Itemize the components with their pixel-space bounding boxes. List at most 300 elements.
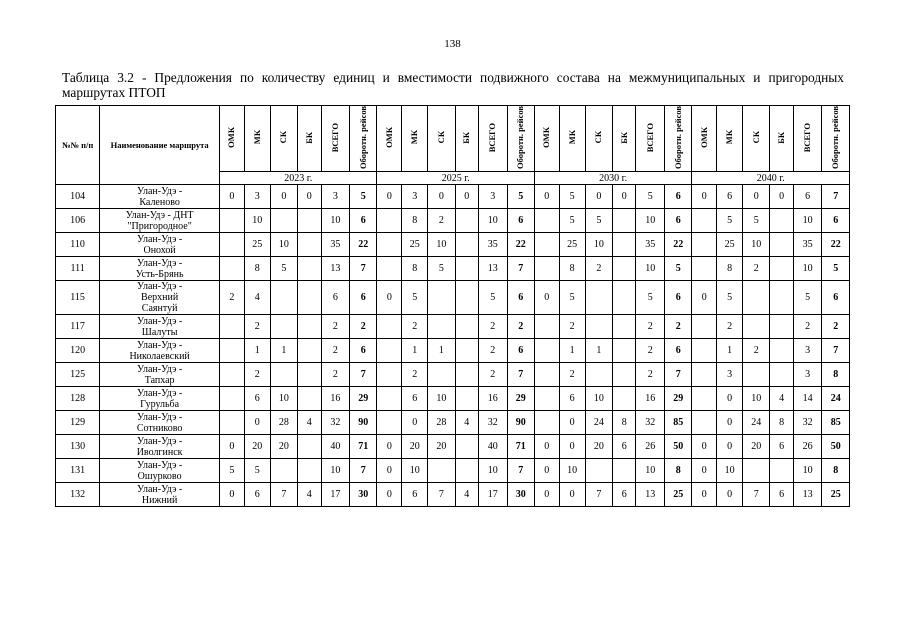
table-cell	[220, 315, 245, 339]
table-cell: 4	[770, 387, 793, 411]
table-cell: 3	[717, 363, 743, 387]
table-cell: 6	[402, 483, 428, 507]
table-row	[56, 411, 850, 435]
table-cell: 16	[478, 387, 507, 411]
table-cell: 5	[350, 185, 377, 209]
table-cell	[770, 209, 793, 233]
table-cell: 10	[743, 387, 770, 411]
table-cell	[270, 459, 297, 483]
table-cell	[428, 363, 455, 387]
table-cell: 0	[534, 435, 559, 459]
table-cell	[270, 315, 297, 339]
table-cell: 24	[822, 387, 850, 411]
table-cell: 6	[507, 339, 534, 363]
table-cell: 2	[321, 315, 350, 339]
route-number: 117	[56, 315, 100, 339]
table-cell	[455, 435, 478, 459]
route-name	[100, 411, 220, 435]
table-cell: 10	[636, 257, 665, 281]
table-cell: 5	[428, 257, 455, 281]
header-column	[455, 106, 478, 172]
route-name	[100, 315, 220, 339]
table-cell: 6	[350, 281, 377, 315]
header-column	[220, 106, 245, 172]
table-cell: 0	[377, 281, 402, 315]
table-cell: 5	[220, 459, 245, 483]
route-name-line: Улан-Удэ -	[137, 339, 183, 351]
table-cell	[298, 435, 321, 459]
table-cell: 6	[402, 387, 428, 411]
table-row	[56, 257, 850, 281]
table-cell: 5	[717, 281, 743, 315]
table-cell: 2	[743, 257, 770, 281]
table-cell	[692, 411, 717, 435]
header-column	[428, 106, 455, 172]
table-cell: 20	[270, 435, 297, 459]
table-cell: 6	[793, 185, 822, 209]
route-number: 131	[56, 459, 100, 483]
table-cell: 2	[822, 315, 850, 339]
table-cell: 17	[478, 483, 507, 507]
table-cell: 4	[455, 483, 478, 507]
table-cell: 10	[793, 257, 822, 281]
header-column-label: МК	[724, 130, 735, 145]
route-name-line: Иволгинск	[136, 446, 183, 458]
route-name-line: Верхний	[141, 292, 179, 303]
route-number: 106	[56, 209, 100, 233]
table-cell: 6	[244, 387, 270, 411]
table-cell: 6	[665, 339, 692, 363]
table-cell: 3	[321, 185, 350, 209]
table-cell: 0	[692, 435, 717, 459]
table-cell	[455, 233, 478, 257]
route-name-line: Гурульба	[140, 398, 180, 410]
table-cell: 0	[717, 435, 743, 459]
route-name-line: Нижний	[141, 494, 178, 506]
table-cell: 5	[636, 185, 665, 209]
route-number: 128	[56, 387, 100, 411]
table-row	[56, 281, 850, 315]
route-name	[100, 339, 220, 363]
table-cell: 5	[717, 209, 743, 233]
table-cell: 4	[455, 411, 478, 435]
route-name-line: Улан-Удэ -	[137, 281, 183, 292]
table-cell: 3	[793, 339, 822, 363]
table-cell: 0	[717, 387, 743, 411]
table-cell: 50	[822, 435, 850, 459]
table-cell: 25	[559, 233, 585, 257]
header-column-label: БК	[303, 131, 314, 144]
table-cell: 5	[507, 185, 534, 209]
table-cell: 6	[244, 483, 270, 507]
table-row	[56, 209, 850, 233]
table-cell: 7	[665, 363, 692, 387]
header-column-label: ВСЕГО	[487, 122, 498, 153]
table-cell: 2	[636, 363, 665, 387]
header-column-label: СК	[593, 131, 604, 144]
table-cell	[770, 363, 793, 387]
table-cell: 25	[402, 233, 428, 257]
table-cell: 2	[585, 257, 612, 281]
table-cell: 28	[270, 411, 297, 435]
table-cell: 0	[270, 185, 297, 209]
header-column	[717, 106, 743, 172]
table-cell	[455, 459, 478, 483]
header-num: №№ п/п	[56, 106, 100, 185]
table-cell	[298, 209, 321, 233]
table-cell: 0	[692, 459, 717, 483]
header-column-label: МК	[566, 130, 577, 145]
table-cell: 5	[244, 459, 270, 483]
table-cell	[220, 233, 245, 257]
table-cell: 0	[559, 435, 585, 459]
table-cell	[585, 281, 612, 315]
table-cell	[534, 363, 559, 387]
table-cell: 3	[244, 185, 270, 209]
route-name	[100, 483, 220, 507]
table-cell: 35	[793, 233, 822, 257]
table-cell: 7	[270, 483, 297, 507]
table-cell	[377, 209, 402, 233]
table-row	[56, 315, 850, 339]
table-cell: 1	[244, 339, 270, 363]
table-cell: 10	[559, 459, 585, 483]
header-name: Наименование маршрута	[100, 106, 220, 185]
table-row	[56, 483, 850, 507]
table-cell: 2	[478, 315, 507, 339]
table-cell	[692, 387, 717, 411]
table-cell	[298, 339, 321, 363]
header-column-label: ОМК	[698, 127, 709, 148]
table-cell: 2	[321, 363, 350, 387]
table-cell	[428, 315, 455, 339]
route-number: 129	[56, 411, 100, 435]
table-cell: 2	[559, 363, 585, 387]
header-column	[585, 106, 612, 172]
table-cell: 0	[377, 435, 402, 459]
header-year: 2025 г.	[377, 172, 534, 185]
table-cell: 7	[350, 257, 377, 281]
table-cell: 7	[743, 483, 770, 507]
table-cell: 22	[350, 233, 377, 257]
table-cell	[770, 315, 793, 339]
table-cell	[298, 387, 321, 411]
table-cell	[455, 387, 478, 411]
table-cell	[692, 315, 717, 339]
table-cell: 10	[478, 459, 507, 483]
table-caption: Таблица 3.2 - Предложения по количеству единиц и вместимости подвижного состава на межмуниципальных и пригородных маршрутах ПТОП	[62, 70, 844, 100]
table-cell: 20	[743, 435, 770, 459]
route-name-line: Каленово	[139, 196, 180, 208]
table-cell: 16	[636, 387, 665, 411]
table-cell	[612, 387, 635, 411]
header-column-label: БК	[776, 131, 787, 144]
route-name-line: Улан-Удэ -	[137, 257, 183, 269]
table-cell: 71	[507, 435, 534, 459]
table-cell: 10	[270, 233, 297, 257]
route-name	[100, 233, 220, 257]
table-row	[56, 387, 850, 411]
table-cell: 6	[507, 281, 534, 315]
table-cell: 6	[665, 281, 692, 315]
table-cell: 0	[455, 185, 478, 209]
header-column	[636, 106, 665, 172]
table-cell: 8	[402, 257, 428, 281]
table-cell	[534, 339, 559, 363]
table-cell	[534, 411, 559, 435]
header-column-label: МК	[409, 130, 420, 145]
table-cell: 10	[717, 459, 743, 483]
table-cell: 7	[428, 483, 455, 507]
table-cell	[585, 363, 612, 387]
table-cell	[220, 257, 245, 281]
table-cell	[692, 339, 717, 363]
table-cell: 2	[478, 339, 507, 363]
table-row	[56, 435, 850, 459]
table-cell: 0	[220, 435, 245, 459]
table-cell: 6	[770, 483, 793, 507]
table-cell	[377, 233, 402, 257]
table-cell	[298, 281, 321, 315]
table-cell	[377, 339, 402, 363]
table-cell: 26	[636, 435, 665, 459]
table-cell	[534, 233, 559, 257]
route-name-line: Сотниково	[136, 422, 183, 434]
table-cell	[743, 459, 770, 483]
table-cell	[455, 315, 478, 339]
route-name-line: Николаевский	[129, 350, 190, 362]
table-cell: 29	[350, 387, 377, 411]
header-column	[692, 106, 717, 172]
table-cell: 6	[507, 209, 534, 233]
table-cell: 85	[665, 411, 692, 435]
table-cell	[428, 281, 455, 315]
route-name-line: Улан-Удэ -	[137, 363, 183, 375]
table-cell: 22	[822, 233, 850, 257]
table-cell: 1	[559, 339, 585, 363]
route-name	[100, 363, 220, 387]
table-cell: 26	[793, 435, 822, 459]
table-cell: 2	[244, 363, 270, 387]
route-number: 110	[56, 233, 100, 257]
header-column	[350, 106, 377, 172]
table-cell: 0	[534, 185, 559, 209]
table-cell: 50	[665, 435, 692, 459]
table-cell: 25	[822, 483, 850, 507]
table-cell: 40	[321, 435, 350, 459]
table-cell	[612, 233, 635, 257]
table-cell: 0	[559, 483, 585, 507]
route-name-line: Улан-Удэ -	[137, 387, 183, 399]
route-name	[100, 185, 220, 209]
table-cell: 0	[428, 185, 455, 209]
table-cell	[298, 233, 321, 257]
table-cell	[377, 257, 402, 281]
table-cell: 16	[321, 387, 350, 411]
table-cell	[585, 459, 612, 483]
table-cell	[612, 363, 635, 387]
table-cell: 30	[350, 483, 377, 507]
table-cell: 0	[692, 281, 717, 315]
route-name-line: Улан-Удэ -	[137, 315, 183, 327]
route-name-line: Улан-Удэ -	[137, 411, 183, 423]
header-year: 2023 г.	[220, 172, 377, 185]
table-cell: 90	[350, 411, 377, 435]
table-cell: 6	[822, 281, 850, 315]
header-column-label: СК	[435, 131, 446, 144]
table-cell: 8	[244, 257, 270, 281]
table-cell: 6	[350, 339, 377, 363]
table-cell: 2	[428, 209, 455, 233]
table-cell: 24	[585, 411, 612, 435]
header-column-label: ВСЕГО	[802, 122, 813, 153]
table-cell	[585, 315, 612, 339]
header-column	[478, 106, 507, 172]
table-cell: 2	[793, 315, 822, 339]
table-cell: 8	[665, 459, 692, 483]
header-column	[377, 106, 402, 172]
table-cell	[743, 281, 770, 315]
table-cell: 7	[822, 185, 850, 209]
route-name	[100, 209, 220, 233]
route-name-line: Улан-Удэ -	[137, 233, 183, 245]
table-cell	[270, 281, 297, 315]
table-cell: 17	[321, 483, 350, 507]
table-cell: 6	[612, 483, 635, 507]
route-name-line: Тапхар	[144, 374, 175, 386]
table-cell: 22	[507, 233, 534, 257]
page-number: 138	[444, 38, 461, 50]
header-column	[507, 106, 534, 172]
table-cell: 0	[402, 411, 428, 435]
header-column-label: ОМК	[541, 127, 552, 148]
table-cell: 10	[636, 459, 665, 483]
table-cell: 7	[350, 363, 377, 387]
table-cell	[220, 209, 245, 233]
table-cell	[298, 459, 321, 483]
route-name	[100, 459, 220, 483]
table-cell: 10	[793, 209, 822, 233]
table-cell: 0	[534, 483, 559, 507]
route-name-line: Улан-Удэ -	[137, 435, 183, 447]
table-cell	[220, 387, 245, 411]
header-column-label: Оборотн. рейсов	[357, 106, 368, 169]
table-cell	[612, 339, 635, 363]
table-cell: 5	[822, 257, 850, 281]
header-column-label: ОМК	[226, 127, 237, 148]
route-name	[100, 281, 220, 315]
table-cell: 71	[350, 435, 377, 459]
table-row	[56, 459, 850, 483]
header-column	[534, 106, 559, 172]
table-cell: 8	[822, 459, 850, 483]
table-cell: 3	[793, 363, 822, 387]
table-cell	[612, 257, 635, 281]
table-cell: 6	[665, 209, 692, 233]
table-cell: 10	[585, 233, 612, 257]
table-cell: 35	[636, 233, 665, 257]
table-cell: 2	[636, 339, 665, 363]
route-name-line: Улан-Удэ -	[137, 483, 183, 495]
table-cell	[770, 459, 793, 483]
table-cell: 0	[377, 459, 402, 483]
header-column-label: СК	[278, 131, 289, 144]
table-cell: 6	[559, 387, 585, 411]
table-cell: 0	[692, 483, 717, 507]
table-cell: 10	[478, 209, 507, 233]
header-column-label: Оборотн. рейсов	[672, 106, 683, 169]
header-column	[612, 106, 635, 172]
table-cell	[455, 363, 478, 387]
table-cell: 29	[507, 387, 534, 411]
table-cell	[377, 411, 402, 435]
table-cell: 5	[585, 209, 612, 233]
table-cell: 6	[665, 185, 692, 209]
table-cell: 2	[402, 315, 428, 339]
route-number: 132	[56, 483, 100, 507]
table-cell: 6	[717, 185, 743, 209]
table-cell	[770, 233, 793, 257]
table-cell: 5	[665, 257, 692, 281]
table-cell: 7	[507, 257, 534, 281]
table-cell: 8	[717, 257, 743, 281]
table-cell: 25	[665, 483, 692, 507]
route-number: 125	[56, 363, 100, 387]
table-cell: 1	[428, 339, 455, 363]
header-column-label: Оборотн. рейсов	[515, 106, 526, 169]
table-cell	[455, 339, 478, 363]
table-cell: 6	[350, 209, 377, 233]
routes-table	[55, 105, 850, 507]
route-name-line: Онохой	[143, 244, 176, 256]
table-cell: 25	[717, 233, 743, 257]
header-year: 2040 г.	[692, 172, 850, 185]
table-cell	[612, 315, 635, 339]
table-cell	[428, 459, 455, 483]
table-cell	[270, 363, 297, 387]
table-cell: 29	[665, 387, 692, 411]
table-cell: 2	[559, 315, 585, 339]
table-cell: 6	[612, 435, 635, 459]
table-cell: 32	[636, 411, 665, 435]
table-cell: 4	[244, 281, 270, 315]
table-cell: 5	[636, 281, 665, 315]
header-column	[244, 106, 270, 172]
route-name-line: Улан-Удэ - ДНТ	[125, 209, 194, 221]
header-column	[665, 106, 692, 172]
header-column	[321, 106, 350, 172]
table-cell: 10	[428, 233, 455, 257]
table-cell: 0	[244, 411, 270, 435]
table-cell: 10	[793, 459, 822, 483]
table-cell: 0	[770, 185, 793, 209]
table-cell	[455, 209, 478, 233]
table-cell: 10	[743, 233, 770, 257]
table-cell: 5	[559, 185, 585, 209]
table-cell: 8	[612, 411, 635, 435]
table-cell: 35	[321, 233, 350, 257]
route-name-line: Улан-Удэ -	[137, 459, 183, 471]
table-cell: 0	[534, 281, 559, 315]
table-cell	[692, 257, 717, 281]
table-cell: 0	[717, 483, 743, 507]
route-number: 115	[56, 281, 100, 315]
table-cell	[534, 387, 559, 411]
table-cell: 1	[585, 339, 612, 363]
route-name-line: Усть-Брянь	[135, 268, 184, 280]
table-cell	[377, 387, 402, 411]
table-cell: 0	[717, 411, 743, 435]
